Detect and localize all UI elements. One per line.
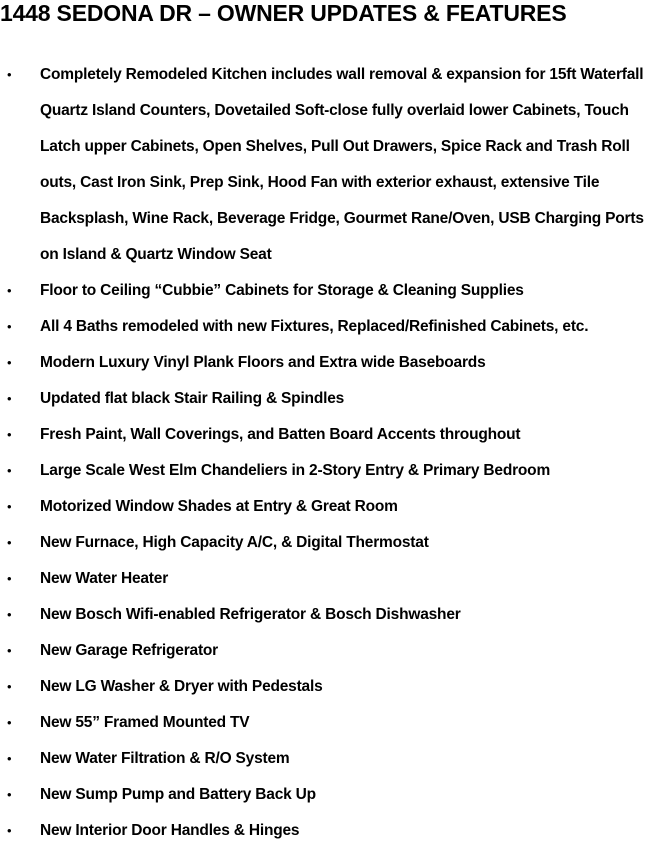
- feature-item-floors: [0, 345, 649, 381]
- feature-item-cubbie-cabinets: [0, 273, 649, 309]
- bullet-icon: •: [7, 283, 12, 298]
- feature-item-paint: [0, 417, 649, 453]
- feature-text: New Water Heater: [40, 570, 169, 587]
- bullet-icon: •: [7, 715, 12, 730]
- feature-item-stair-railing: [0, 381, 649, 417]
- feature-text: New Furnace, High Capacity A/C, & Digital Thermostat: [40, 534, 429, 551]
- feature-text: New Bosch Wifi-enabled Refrigerator & Bosch Dishwasher: [40, 606, 461, 623]
- feature-item-baths: [0, 309, 649, 345]
- feature-item-window-shades: [0, 489, 649, 525]
- feature-text: Updated flat black Stair Railing & Spindles: [40, 390, 345, 407]
- feature-text: All 4 Baths remodeled with new Fixtures, Replaced/Refinished Cabinets, etc.: [40, 318, 589, 335]
- feature-item-garage-refrigerator: [0, 633, 649, 669]
- feature-text: Floor to Ceiling “Cubbie” Cabinets for Storage & Cleaning Supplies: [40, 282, 524, 299]
- feature-item-bosch-appliances: [0, 597, 649, 633]
- bullet-icon: •: [7, 427, 12, 442]
- feature-text: New LG Washer & Dryer with Pedestals: [40, 678, 323, 695]
- bullet-icon: •: [7, 643, 12, 658]
- feature-item-water-filtration: [0, 741, 649, 777]
- feature-item-chandeliers: [0, 453, 649, 489]
- feature-item-door-handles: [0, 813, 649, 849]
- feature-item-sump-pump: [0, 777, 649, 813]
- bullet-icon: •: [7, 355, 12, 370]
- bullet-icon: •: [7, 319, 12, 334]
- bullet-icon: •: [7, 751, 12, 766]
- feature-text: Completely Remodeled Kitchen includes wall removal & expansion for 15ft Waterfall Quartz Island Counters, Dovetailed Soft-close fully overlaid lower Cabinets, Touch Latch upper Cabinets, Open Shelves, Pull Out Drawers, Spice Rack and Trash Roll outs, Cast Iron Sink, Prep Sink, Hood Fan with exterior exhaust, extensive Tile Backsplash, Wine Rack, Beverage Fridge, Gourmet Rane/Oven, USB Charging Ports on Island & Quartz Window Seat: [40, 66, 644, 263]
- feature-item-furnace: [0, 525, 649, 561]
- bullet-icon: •: [7, 823, 12, 838]
- bullet-icon: •: [7, 607, 12, 622]
- feature-text: New 55” Framed Mounted TV: [40, 714, 250, 731]
- feature-text: New Sump Pump and Battery Back Up: [40, 786, 316, 803]
- bullet-icon: •: [7, 499, 12, 514]
- feature-text: Large Scale West Elm Chandeliers in 2-Story Entry & Primary Bedroom: [40, 462, 551, 479]
- bullet-icon: •: [7, 787, 12, 802]
- feature-item-washer-dryer: [0, 669, 649, 705]
- feature-item-kitchen: [0, 57, 649, 273]
- feature-item-water-heater: [0, 561, 649, 597]
- feature-text: New Interior Door Handles & Hinges: [40, 822, 300, 839]
- feature-text: Modern Luxury Vinyl Plank Floors and Extra wide Baseboards: [40, 354, 486, 371]
- feature-text: New Garage Refrigerator: [40, 642, 219, 659]
- bullet-icon: •: [7, 391, 12, 406]
- feature-text: Motorized Window Shades at Entry & Great Room: [40, 498, 398, 515]
- bullet-icon: •: [7, 679, 12, 694]
- bullet-icon: •: [7, 571, 12, 586]
- bullet-icon: •: [7, 67, 12, 82]
- bullet-icon: •: [7, 463, 12, 478]
- page-title: 1448 SEDONA DR – OWNER UPDATES & FEATURES: [0, 0, 567, 26]
- bullet-icon: •: [7, 535, 12, 550]
- feature-list: [0, 57, 649, 849]
- feature-text: Fresh Paint, Wall Coverings, and Batten Board Accents throughout: [40, 426, 521, 443]
- feature-text: New Water Filtration & R/O System: [40, 750, 290, 767]
- feature-item-tv: [0, 705, 649, 741]
